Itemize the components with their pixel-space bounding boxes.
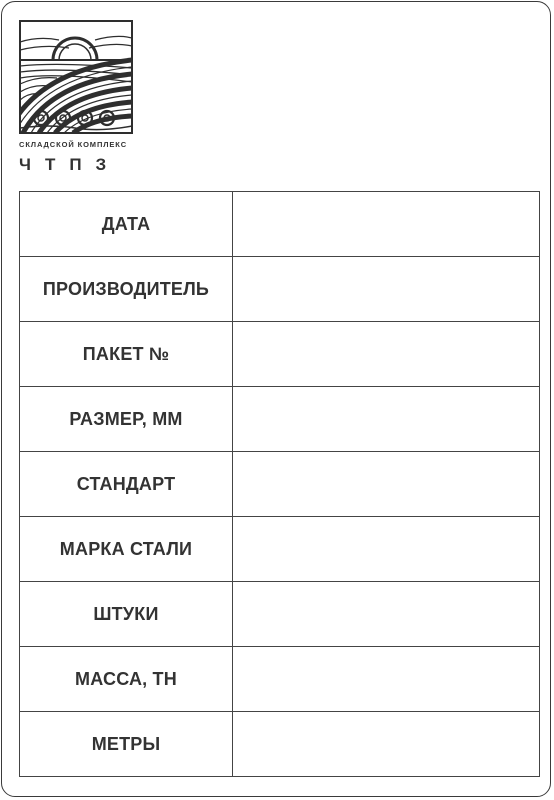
field-label: МАССА, ТН [20,647,233,712]
field-value[interactable] [233,192,540,257]
field-value[interactable] [233,257,540,322]
field-label: ПАКЕТ № [20,322,233,387]
field-label: ШТУКИ [20,582,233,647]
field-value[interactable] [233,517,540,582]
field-value[interactable] [233,322,540,387]
table-row [20,387,540,452]
field-label: РАЗМЕР, ММ [20,387,233,452]
field-label: ПРОИЗВОДИТЕЛЬ [20,257,233,322]
field-value[interactable] [233,387,540,452]
field-label: ДАТА [20,192,233,257]
field-value[interactable] [233,647,540,712]
fields-sun-emblem-icon [19,20,133,134]
field-value[interactable] [233,582,540,647]
table-row [20,517,540,582]
logo-subtitle: СКЛАДСКОЙ КОМПЛЕКС [19,140,128,149]
table-row [20,452,540,517]
logo-name: ЧТПЗ [19,155,121,174]
table-row [20,712,540,777]
field-label: МЕТРЫ [20,712,233,777]
table-row [20,192,540,257]
field-label: СТАНДАРТ [20,452,233,517]
table-row [20,257,540,322]
field-label: МАРКА СТАЛИ [20,517,233,582]
table-row [20,322,540,387]
field-value[interactable] [233,712,540,777]
label-form-table [19,191,540,777]
table-row [20,647,540,712]
field-value[interactable] [233,452,540,517]
table-row [20,582,540,647]
company-logo [19,20,137,175]
label-card [1,1,551,797]
